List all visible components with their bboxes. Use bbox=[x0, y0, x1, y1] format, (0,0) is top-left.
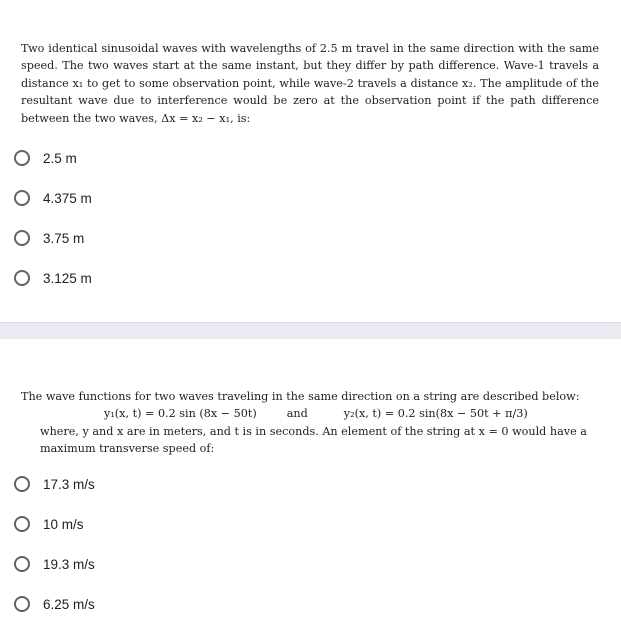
radio-button-icon[interactable] bbox=[14, 516, 30, 532]
q1-option-2[interactable] bbox=[14, 187, 92, 209]
option-label: 17.3 m/s bbox=[43, 476, 95, 492]
q2-option-1[interactable] bbox=[14, 473, 95, 495]
question-2-intro: The wave functions for two waves traveling in the same direction on a string are described below: bbox=[21, 390, 580, 403]
equation-line bbox=[21, 405, 597, 422]
section-divider bbox=[0, 322, 621, 339]
equation-2: y₂(x, t) = 0.2 sin(8x − 50t + π/3) bbox=[343, 407, 528, 421]
q2-option-2[interactable] bbox=[14, 513, 84, 535]
option-label: 4.375 m bbox=[43, 190, 92, 206]
radio-button-icon[interactable] bbox=[14, 150, 30, 166]
q2-option-4[interactable] bbox=[14, 593, 95, 615]
radio-button-icon[interactable] bbox=[14, 596, 30, 612]
radio-button-icon[interactable] bbox=[14, 556, 30, 572]
radio-button-icon[interactable] bbox=[14, 190, 30, 206]
question-2-where: where, y and x are in meters, and t is in seconds. An element of the string at x = 0 would have a bbox=[40, 424, 587, 438]
radio-button-icon[interactable] bbox=[14, 270, 30, 286]
question-2-where-cont: maximum transverse speed of: bbox=[40, 442, 215, 456]
and-word: and bbox=[286, 407, 308, 421]
radio-button-icon[interactable] bbox=[14, 230, 30, 246]
q1-option-4[interactable] bbox=[14, 267, 92, 289]
option-label: 3.125 m bbox=[43, 270, 92, 286]
option-label: 3.75 m bbox=[43, 230, 85, 246]
question-2-text bbox=[21, 388, 597, 458]
radio-button-icon[interactable] bbox=[14, 476, 30, 492]
q2-option-3[interactable] bbox=[14, 553, 95, 575]
q1-option-1[interactable] bbox=[14, 147, 77, 169]
equation-1: y₁(x, t) = 0.2 sin (8x − 50t) bbox=[104, 407, 257, 421]
q1-option-3[interactable] bbox=[14, 227, 84, 249]
question-1-text: Two identical sinusoidal waves with wavelengths of 2.5 m travel in the same direction with the same speed. The two waves start at the same instant, but they differ by path difference. Wave-1 travels a distance x₁ to get to some observation point, while wave-2 travels a distance x₂. The amplitude of the resultant wave due to interference would be zero at the observation point if the path difference between the two waves, Δx = x₂ − x₁, is: bbox=[21, 42, 599, 125]
option-label: 2.5 m bbox=[43, 150, 77, 166]
option-label: 10 m/s bbox=[43, 516, 84, 532]
option-label: 19.3 m/s bbox=[43, 556, 95, 572]
option-label: 6.25 m/s bbox=[43, 596, 95, 612]
